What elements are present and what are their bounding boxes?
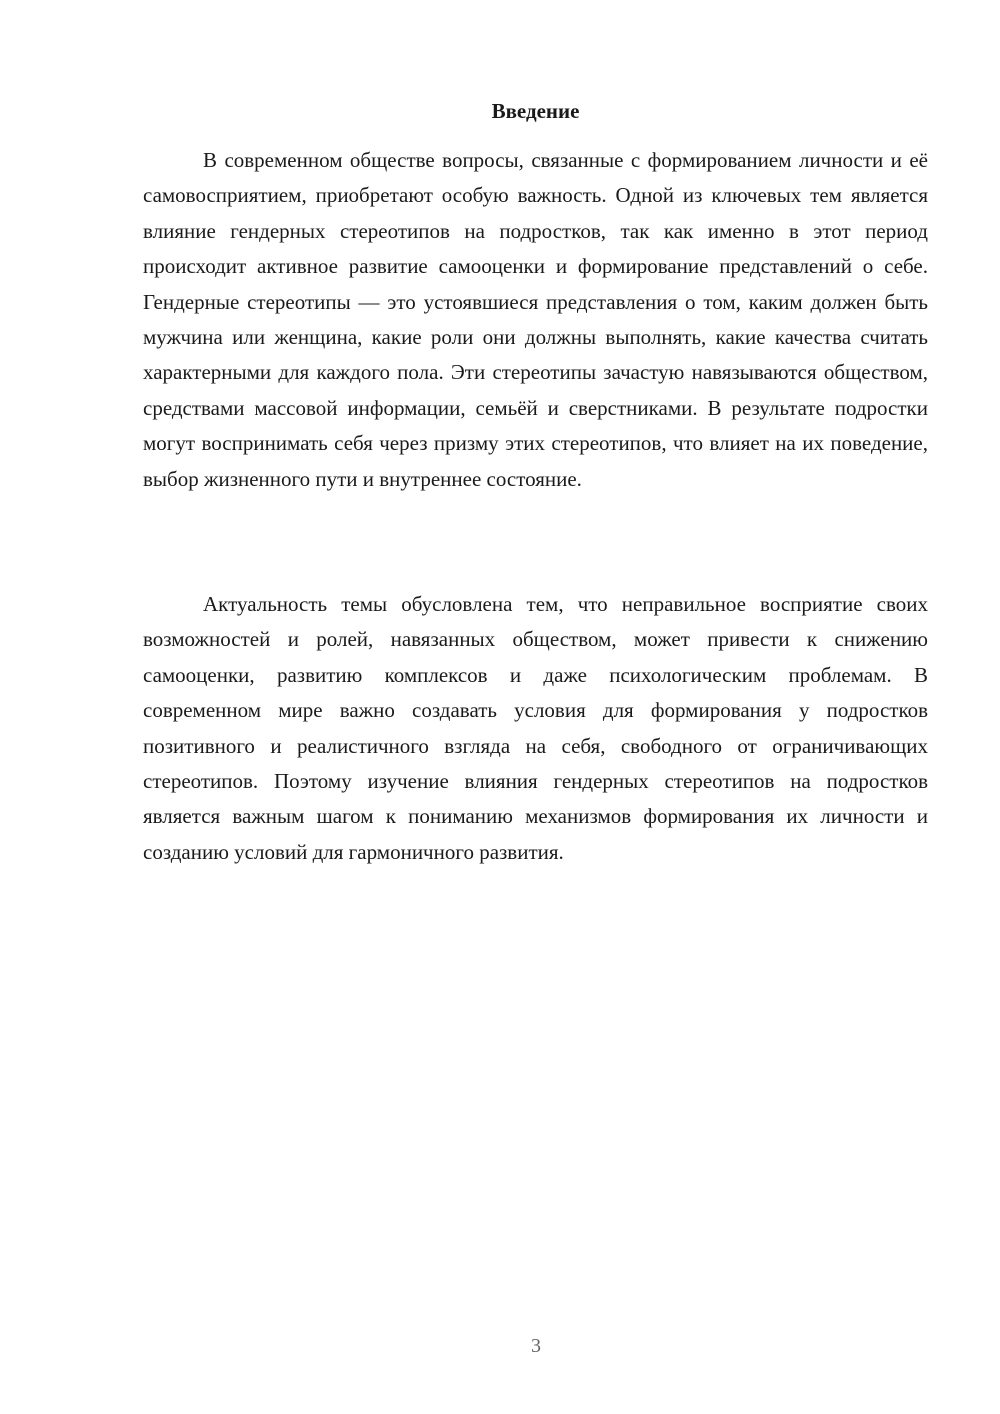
page-number: 3 (531, 1335, 541, 1357)
section-heading: Введение (491, 99, 580, 123)
paragraph-1: В современном обществе вопросы, связанные с формированием личности и её самовосприятием, приобретают особую важность. Одной из ключевых тем является влияние гендерных стереотипов на подростков, так как именно в этот период происходит активное развитие самооценки и формирование представлений о себе. Гендерные стереотипы — это устоявшиеся представления о том, каким должен быть мужчина или женщина, какие роли они должны выполнять, какие качества считать характерными для каждого пола. Эти стереотипы зачастую навязываются обществом, средствами массовой информации, семьёй и сверстниками. В результате подростки могут воспринимать себя через призму этих стереотипов, что влияет на их поведение, выбор жизненного пути и внутреннее состояние. (143, 148, 928, 491)
paragraph-2: Актуальность темы обусловлена тем, что неправильное восприятие своих возможностей и ролей, навязанных обществом, может привести к снижению самооценки, развитию комплексов и даже психологическим проблемам. В современном мире важно создавать условия для формирования у подростков позитивного и реалистичного взгляда на себя, свободного от ограничивающих стереотипов. Поэтому изучение влияния гендерных стереотипов на подростков является важным шагом к пониманию механизмов формирования их личности и созданию условий для гармоничного развития. (143, 592, 928, 864)
